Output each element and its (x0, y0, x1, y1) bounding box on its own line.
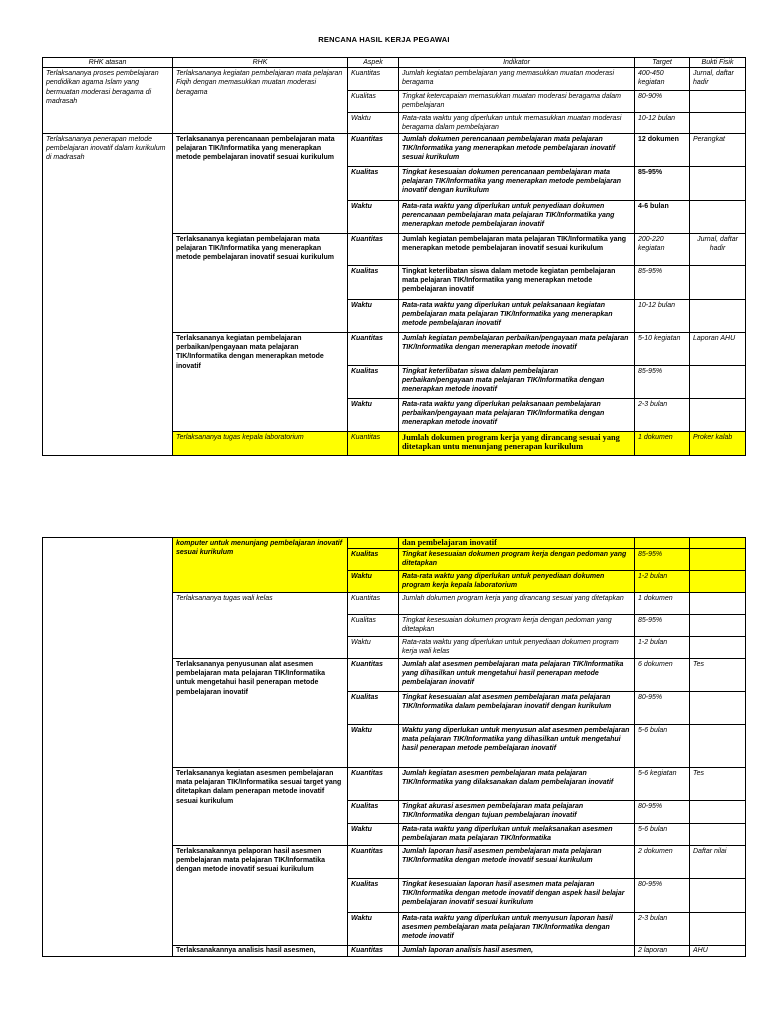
indikator-cell: Rata-rata waktu yang diperlukan untuk penyediaan dokumen perencanaan pembelajaran mata pelajaran TIK/Informatika yang menerapkan metode pembelajaran inovatif (399, 201, 635, 234)
target-cell: 12 dokumen (635, 134, 690, 167)
aspek-cell: Kualitas (348, 167, 399, 201)
rhk-cell: Terlaksananya tugas kepala laboratorium (173, 432, 348, 456)
target-cell: 200-220 kegiatan (635, 234, 690, 266)
indikator-cell: Jumlah kegiatan asesmen pembelajaran mata pelajaran TIK/Informatika yang dilaksanakan dalam pembelajaran inovatif (399, 768, 635, 801)
header-rhk-atasan: RHK atasan (43, 58, 173, 68)
indikator-cell: Jumlah alat asesmen pembelajaran mata pelajaran TIK/Informatika yang dihasilkan untuk mengetahui hasil penerapan metode pembelajaran inovatif (399, 659, 635, 692)
table-row (43, 134, 746, 167)
rhk-cell: Terlaksananya kegiatan asesmen pembelajaran mata pelajaran TIK/Informatika sesuai target yang ditetapkan dalam penerapan metode inovatif sesuai kurikulum (173, 768, 348, 846)
bukti-cell: Daftar nilai (690, 846, 746, 879)
target-cell: 2 laporan (635, 946, 690, 957)
indikator-cell: Jumlah dokumen perencanaan pembelajaran mata pelajaran TIK/Informatika yang menerapkan metode pembelajaran inovatif sesuai kurikulum (399, 134, 635, 167)
bukti-cell (690, 637, 746, 659)
indikator-cell: Rata-rata waktu yang diperlukan untuk penyediaan dokumen program kerja kepala laboratorium (399, 571, 635, 593)
indikator-cell: Tingkat keterlibatan siswa dalam metode kegiatan pembelajaran mata pelajaran TIK/Informatika yang menerapkan metode pembelajaran inovatif (399, 266, 635, 300)
target-cell: 80-95% (635, 879, 690, 913)
header-rhk: RHK (173, 58, 348, 68)
rhk-atasan-cell: Terlaksananya penerapan metode pembelajaran inovatif dalam kurikulum di madrasah (43, 134, 173, 456)
bukti-cell: Perangkat (690, 134, 746, 167)
bukti-cell (690, 913, 746, 946)
target-cell: 400-450 kegiatan (635, 68, 690, 91)
bukti-cell (690, 571, 746, 593)
aspek-cell: Kuantitas (348, 946, 399, 957)
target-cell: 5-6 bulan (635, 725, 690, 768)
target-cell: 1-2 bulan (635, 637, 690, 659)
bukti-cell (690, 112, 746, 133)
indikator-cell: Tingkat kesesuaian laporan hasil asesmen mata pelajaran TIK/Informatika dengan metode inovatif dengan aspek hasil belajar pembelajaran inovatif sesuai kurikulum (399, 879, 635, 913)
indikator-cell: Jumlah laporan hasil asesmen pembelajaran mata pelajaran TIK/Informatika dengan metode inovatif sesuai kurikulum (399, 846, 635, 879)
target-cell: 85-95% (635, 615, 690, 637)
indikator-cell: Tingkat kesesuaian alat asesmen pembelajaran mata pelajaran TIK/Informatika dalam pembelajaran inovatif dengan kurikulum (399, 692, 635, 725)
indikator-cell: Tingkat ketercapaian memasukkan muatan moderasi beragama dalam pembelajaran (399, 91, 635, 112)
target-cell: 80-95% (635, 692, 690, 725)
target-cell: 1 dokumen (635, 593, 690, 615)
target-cell (635, 538, 690, 549)
rhk-atasan-cell: Terlaksananya proses pembelajaran pendidikan agama Islam yang bermuatan moderasi beragama di madrasah (43, 68, 173, 134)
target-cell: 1-2 bulan (635, 571, 690, 593)
target-cell: 10-12 bulan (635, 112, 690, 133)
indikator-cell: Rata-rata waktu yang diperlukan untuk menyusun laporan hasil asesmen pembelajaran mata pelajaran TIK/Informatika dengan metode inovatif (399, 913, 635, 946)
target-cell: 85-95% (635, 266, 690, 300)
bukti-cell (690, 549, 746, 571)
bukti-cell (690, 692, 746, 725)
bukti-cell (690, 201, 746, 234)
rhk-cell: komputer untuk menunjang pembelajaran inovatif sesuai kurikulum (173, 538, 348, 593)
indikator-cell: Jumlah laporan analisis hasil asesmen, (399, 946, 635, 957)
bukti-cell (690, 801, 746, 824)
aspek-cell (348, 538, 399, 549)
aspek-cell: Kuantitas (348, 846, 399, 879)
bukti-cell: Jurnal, daftar hadir (690, 68, 746, 91)
bukti-cell: Laporan AHU (690, 333, 746, 366)
bukti-cell (690, 593, 746, 615)
indikator-cell: Jumlah kegiatan pembelajaran yang memasukkan muatan moderasi beragama (399, 68, 635, 91)
bukti-cell: Tes (690, 768, 746, 801)
bukti-cell (690, 399, 746, 432)
target-cell: 4-6 bulan (635, 201, 690, 234)
aspek-cell: Kuantitas (348, 593, 399, 615)
target-cell: 2-3 bulan (635, 399, 690, 432)
header-bukti-fisik: Bukti Fisik (690, 58, 746, 68)
bukti-cell (690, 725, 746, 768)
aspek-cell: Kualitas (348, 801, 399, 824)
indikator-cell: Tingkat kesesuaian dokumen perencanaan pembelajaran mata pelajaran TIK/Informatika yang menerapkan metode pembelajaran inovatif dengan kurikulum (399, 167, 635, 201)
indikator-cell: Jumlah kegiatan pembelajaran mata pelajaran TIK/Informatika yang menerapkan metode pembelajaran inovatif sesuai kurikulum (399, 234, 635, 266)
header-target: Target (635, 58, 690, 68)
table-row (43, 538, 746, 549)
indikator-cell: Jumlah kegiatan pembelajaran perbaikan/pengayaan mata pelajaran TIK/Informatika dengan menerapkan metode inovatif (399, 333, 635, 366)
aspek-cell: Kualitas (348, 266, 399, 300)
bukti-cell (690, 538, 746, 549)
rhk-cell: Terlaksananya perencanaan pembelajaran mata pelajaran TIK/Informatika yang menerapkan metode pembelajaran inovatif sesuai kurikulum (173, 134, 348, 234)
aspek-cell: Kualitas (348, 615, 399, 637)
aspek-cell: Kuantitas (348, 659, 399, 692)
target-cell: 80-95% (635, 801, 690, 824)
indikator-cell: Jumlah dokumen program kerja yang dirancang sesuai yang ditetapkan (399, 593, 635, 615)
bukti-cell (690, 615, 746, 637)
indikator-cell: Tingkat keterlibatan siswa dalam pembelajaran perbaikan/pengayaan mata pelajaran TIK/Informatika dengan menerapkan metode inovatif (399, 366, 635, 399)
target-cell: 6 dokumen (635, 659, 690, 692)
indikator-cell: Tingkat kesesuaian dokumen program kerja dengan pedoman yang ditetapkan (399, 549, 635, 571)
aspek-cell: Waktu (348, 637, 399, 659)
aspek-cell: Kuantitas (348, 768, 399, 801)
indikator-cell: Rata-rata waktu yang diperlukan untuk pelaksanaan kegiatan pembelajaran mata pelajaran TIK/Informatika yang menerapkan metode pembelajaran inovatif (399, 300, 635, 333)
rhk-cell: Terlaksanakannya pelaporan hasil asesmen pembelajaran mata pelajaran TIK/Informatika dengan metode inovatif sesuai kurikulum (173, 846, 348, 946)
bukti-cell (690, 167, 746, 201)
target-cell: 2-3 bulan (635, 913, 690, 946)
aspek-cell: Kualitas (348, 366, 399, 399)
table-header-row (43, 58, 746, 68)
rhk-atasan-cell (43, 538, 173, 957)
aspek-cell: Waktu (348, 824, 399, 846)
target-cell: 2 dokumen (635, 846, 690, 879)
bukti-cell: AHU (690, 946, 746, 957)
aspek-cell: Waktu (348, 571, 399, 593)
aspek-cell: Kuantitas (348, 134, 399, 167)
aspek-cell: Kualitas (348, 692, 399, 725)
aspek-cell: Kuantitas (348, 432, 399, 456)
indikator-cell: Rata-rata waktu yang diperlukan untuk penyediaan dokumen program kerja wali kelas (399, 637, 635, 659)
aspek-cell: Waktu (348, 300, 399, 333)
aspek-cell: Waktu (348, 201, 399, 234)
rhk-cell: Terlaksananya kegiatan pembelajaran mata pelajaran Fiqih dengan memasukkan muatan moderasi beragama (173, 68, 348, 134)
bukti-cell (690, 879, 746, 913)
aspek-cell: Waktu (348, 112, 399, 133)
target-cell: 85-95% (635, 366, 690, 399)
aspek-cell: Kualitas (348, 549, 399, 571)
bukti-cell (690, 366, 746, 399)
aspek-cell: Kualitas (348, 879, 399, 913)
target-cell: 85-95% (635, 167, 690, 201)
indikator-cell: Rata-rata waktu yang diperlukan untuk melaksanakan asesmen pembelajaran mata pelajaran TIK/Informatika (399, 824, 635, 846)
indikator-cell: Tingkat kesesuaian dokumen program kerja dengan pedoman yang ditetapkan (399, 615, 635, 637)
bukti-cell (690, 91, 746, 112)
indikator-cell: Rata-rata waktu yang diperlukan pelaksanaan pembelajaran perbaikan/pengayaan mata pelajaran TIK/Informatika dengan menerapkan metode inovatif (399, 399, 635, 432)
rhk-table-page-2 (42, 537, 746, 957)
target-cell: 85-95% (635, 549, 690, 571)
aspek-cell: Kuantitas (348, 333, 399, 366)
bukti-cell (690, 824, 746, 846)
rhk-cell: Terlaksananya kegiatan pembelajaran mata pelajaran TIK/Informatika yang menerapkan metode pembelajaran inovatif sesuai kurikulum (173, 234, 348, 333)
bukti-cell: Proker kalab (690, 432, 746, 456)
target-cell: 5-6 bulan (635, 824, 690, 846)
bukti-cell: Tes (690, 659, 746, 692)
indikator-cell: Waktu yang diperlukan untuk menyusun alat asesmen pembelajaran mata pelajaran TIK/Informatika yang dihasilkan untuk mengetahui hasil penerapan metode pembelajaran inovatif (399, 725, 635, 768)
rhk-cell: Terlaksananya kegiatan pembelajaran perbaikan/pengayaan mata pelajaran TIK/Informatika dengan menerapkan metode inovatif (173, 333, 348, 432)
indikator-cell: Tingkat akurasi asesmen pembelajaran mata pelajaran TIK/Informatika dengan tujuan pembelajaran inovatif (399, 801, 635, 824)
indikator-cell: Jumlah dokumen program kerja yang dirancang sesuai yang ditetapkan untu menunjang penerapan kurikulum (399, 432, 635, 456)
target-cell: 1 dokumen (635, 432, 690, 456)
bukti-cell (690, 266, 746, 300)
bukti-cell (690, 300, 746, 333)
aspek-cell: Kuantitas (348, 234, 399, 266)
aspek-cell: Kuantitas (348, 68, 399, 91)
aspek-cell: Kualitas (348, 91, 399, 112)
aspek-cell: Waktu (348, 399, 399, 432)
indikator-cell: dan pembelajaran inovatif (399, 538, 635, 549)
header-aspek: Aspek (348, 58, 399, 68)
target-cell: 5-10 kegiatan (635, 333, 690, 366)
rhk-cell: Terlaksananya tugas wali kelas (173, 593, 348, 659)
aspek-cell: Waktu (348, 725, 399, 768)
indikator-cell: Rata-rata waktu yang diperlukan untuk memasukkan muatan moderasi beragama dalam pembelajaran (399, 112, 635, 133)
aspek-cell: Waktu (348, 913, 399, 946)
rhk-cell: Terlaksanakannya analisis hasil asesmen, (173, 946, 348, 957)
rhk-cell: Terlaksananya penyusunan alat asesmen pembelajaran mata pelajaran TIK/Informatika untuk mengetahui hasil penerapan metode pembelajaran inovatif (173, 659, 348, 768)
target-cell: 10-12 bulan (635, 300, 690, 333)
table-row (43, 68, 746, 91)
target-cell: 5-6 kegiatan (635, 768, 690, 801)
target-cell: 80-90% (635, 91, 690, 112)
page-title: RENCANA HASIL KERJA PEGAWAI (318, 35, 450, 44)
header-indikator: Indikator (399, 58, 635, 68)
rhk-table-page-1 (42, 57, 746, 456)
bukti-cell: Jurnal, daftar hadir (690, 234, 746, 266)
